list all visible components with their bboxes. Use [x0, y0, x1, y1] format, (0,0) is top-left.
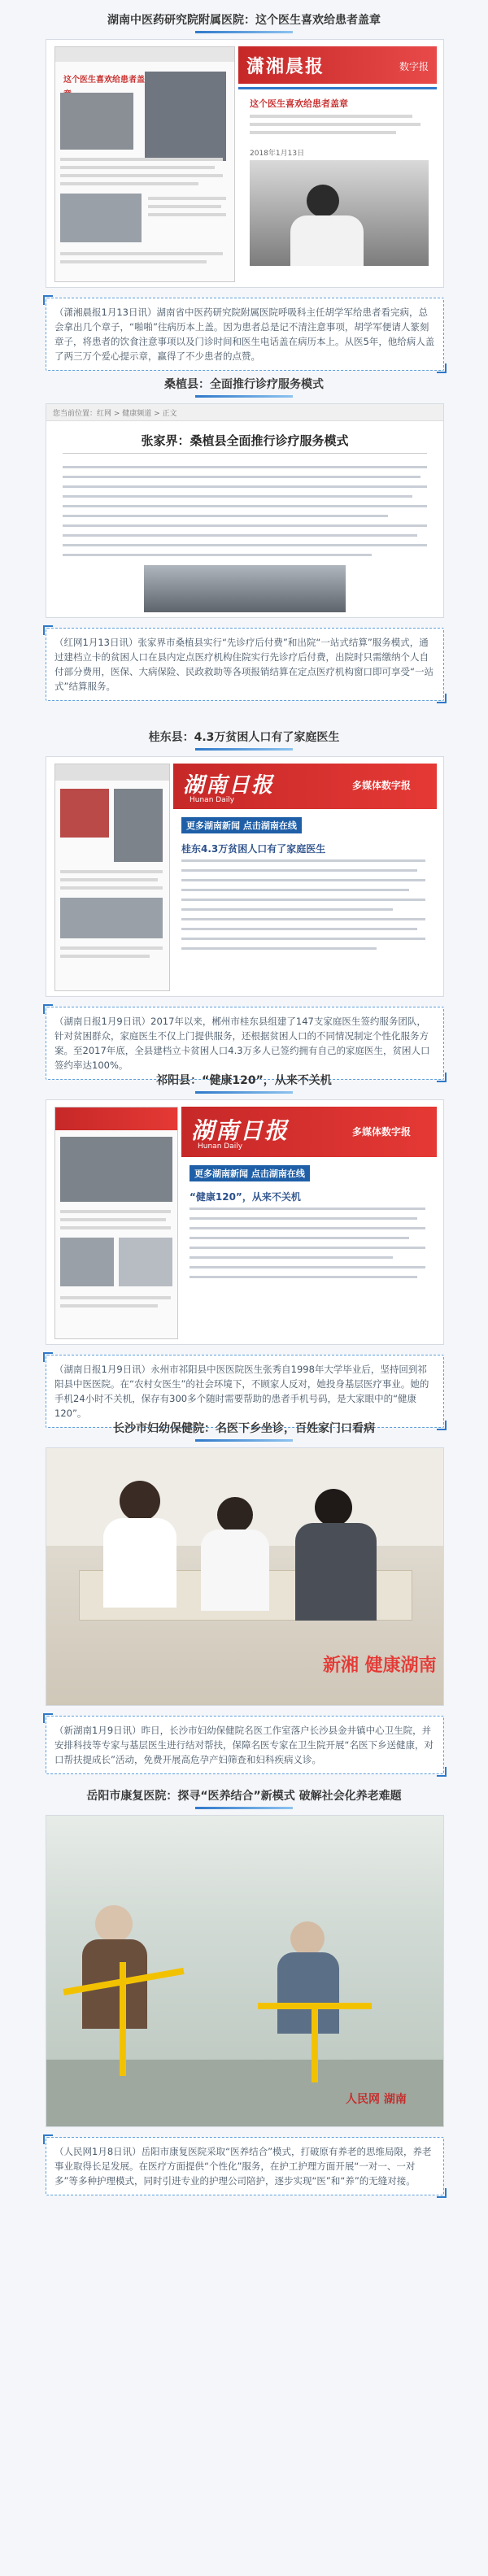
- newspaper-page: [54, 46, 235, 282]
- caption: [46, 1007, 444, 1080]
- title-underline: [195, 1091, 293, 1094]
- masthead-title: 湖南日报: [191, 1117, 290, 1144]
- text-line: [190, 1217, 417, 1220]
- masthead-en: Hunan Daily: [198, 1142, 243, 1151]
- person-coat: [290, 215, 364, 266]
- page-header-bar: [55, 1107, 177, 1130]
- divider: [63, 453, 427, 454]
- person-body: [277, 1952, 339, 2034]
- text-line: [60, 878, 158, 881]
- person-head: [120, 1481, 160, 1521]
- text-line: [60, 1304, 158, 1308]
- title-underline: [195, 1439, 293, 1442]
- doctor-coat: [103, 1518, 176, 1608]
- article-headline[interactable]: 桂东4.3万贫困人口有了家庭医生: [181, 843, 326, 855]
- masthead-title: 湖南日报: [183, 773, 275, 798]
- text-line: [63, 534, 417, 537]
- section-title-text: 桂东县：4.3万贫困人口有了家庭医生: [148, 731, 340, 744]
- watermark: [323, 1651, 437, 1677]
- person-head: [217, 1497, 253, 1533]
- text-line: [63, 466, 427, 468]
- page-photo: [60, 789, 109, 838]
- more-news-link[interactable]: 更多湖南新闻 点击湖南在线: [181, 817, 302, 833]
- text-line: [60, 252, 223, 255]
- text-line: [63, 554, 372, 556]
- newspaper-screenshot[interactable]: [46, 756, 444, 997]
- section-title-text: 湖南中医药研究院附属医院：这个医生喜欢给患者盖章: [107, 14, 381, 27]
- equipment-pole: [312, 2009, 318, 2082]
- page-photo-2: [145, 72, 226, 161]
- page-photo-3: [60, 194, 142, 242]
- text-line: [63, 485, 427, 488]
- section-title: [0, 1420, 488, 1442]
- person-head: [95, 1905, 133, 1943]
- text-line: [60, 946, 163, 950]
- doctor-coat: [201, 1530, 269, 1611]
- text-line: [181, 938, 425, 940]
- section-title-text: 岳阳市康复医院：探寻“医养结合”新模式 破解社会化养老难题: [86, 1790, 402, 1803]
- more-news-link[interactable]: 更多湖南新闻 点击湖南在线: [190, 1165, 310, 1181]
- caption-text: （湖南日报1月9日讯）永州市祁阳县中医医院医生张秀自1998年大学毕业后，坚持回到祁阳县中医医院。在“农村女医生”的社会环境下，不顾家人反对，她投身基层医疗事业。她的手机24小时不关机，保存有300多个随时需要帮助的患者手机号码，是大家眼中的“健康120”。: [54, 1364, 429, 1419]
- newspaper-screenshot[interactable]: [46, 39, 444, 288]
- text-line: [60, 1226, 171, 1229]
- page-photo: [60, 1137, 172, 1202]
- text-line: [181, 918, 425, 920]
- section-title-text: 祁阳县：“健康120”，从来不关机: [156, 1074, 332, 1087]
- article-photo: [250, 160, 429, 266]
- text-line: [181, 879, 425, 881]
- news-photo[interactable]: [46, 1815, 444, 2127]
- section-title: [0, 1787, 488, 1809]
- text-line: [63, 476, 420, 478]
- page-headline: 这个医生喜欢给患者盖: [63, 76, 145, 85]
- patient-coat: [295, 1523, 377, 1621]
- newspaper-page: [54, 764, 170, 991]
- section-title: [0, 1072, 488, 1094]
- masthead-title: 潇湘晨报: [246, 56, 325, 77]
- text-line: [190, 1208, 425, 1210]
- watermark-text: 新湘 健康湖南: [323, 1655, 437, 1676]
- title-underline: [195, 1807, 293, 1809]
- text-line: [181, 899, 425, 901]
- text-line: [60, 166, 215, 169]
- caption: [46, 298, 444, 371]
- article-headline[interactable]: 这个医生喜欢给患者盖章: [250, 98, 348, 109]
- equipment-pole: [120, 1962, 126, 2076]
- text-line: [60, 1218, 166, 1221]
- caption: [46, 2137, 444, 2195]
- text-line: [190, 1266, 425, 1268]
- masthead-en: Hunan Daily: [190, 796, 235, 804]
- person-head: [307, 185, 339, 217]
- title-underline: [195, 748, 293, 751]
- text-line: [60, 870, 163, 873]
- newspaper-page: [54, 1107, 178, 1339]
- section-title: [0, 11, 488, 33]
- text-line: [148, 197, 226, 200]
- text-line: [63, 515, 388, 517]
- text-line: [63, 524, 427, 527]
- text-line: [60, 158, 223, 161]
- text-line: [250, 123, 420, 126]
- site-nav-bar: [46, 404, 443, 421]
- title-underline: [195, 31, 293, 33]
- article-headline[interactable]: “健康120”，从来不关机: [190, 1191, 301, 1203]
- text-line: [190, 1256, 393, 1259]
- article-screenshot[interactable]: [46, 403, 444, 618]
- text-line: [181, 869, 417, 872]
- section-title: [0, 376, 488, 398]
- article-photo: [144, 565, 346, 612]
- section-title: [0, 729, 488, 751]
- text-line: [181, 908, 393, 911]
- text-line: [181, 889, 409, 891]
- page-header-bar: [55, 764, 169, 781]
- masthead-bar: [238, 46, 437, 84]
- caption: [46, 1355, 444, 1428]
- caption: [46, 1716, 444, 1774]
- text-line: [190, 1227, 425, 1229]
- text-line: [181, 947, 377, 950]
- text-line: [60, 1296, 171, 1299]
- caption-text: （潇湘晨报1月13日讯）湖南省中医药研究院附属医院呼吸科主任胡学军给患者看完病，总会拿出几个章子，“啪啪”往病历本上盖。因为患者总是记不清注意事项，胡学军便请人篆刻章子，将患者的饮食注意事项以及门诊时间和医生电话盖在病历本上。从医5年，他给病人盖了两三万个爱心提示章，赢得了不少患者的点赞。: [54, 307, 435, 362]
- page-header-bar: [55, 47, 234, 62]
- text-line: [60, 174, 223, 177]
- article-headline: 张家界：桑植县全面推行诊疗服务模式: [141, 433, 349, 448]
- page-photo-2: [114, 789, 163, 862]
- caption-text: （红网1月13日讯）张家界市桑植县实行“先诊疗后付费”和出院“一站式结算”服务模式，通过建档立卡的贫困人口在县内定点医疗机构住院实行先诊疗后付费，出院时只需缴纳个人自付部分费用，医保、大病保险、民政救助等各项报销结算在定点医疗机构窗口即可享受“一站式”结算服务。: [54, 637, 434, 692]
- text-line: [60, 886, 163, 890]
- person-head: [315, 1489, 352, 1526]
- caption-text: （人民网1月8日讯）岳阳市康复医院采取“医养结合”模式，打破原有养老的思维局限，养老事业取得长足发展。在医疗方面提供“个性化”服务，在护工护理方面开展“一对一、一对多”等多种护理模式，同时引进专业的护理公司陪护，逐步实现“医”和“养”的无缝对接。: [54, 2146, 432, 2187]
- newspaper-screenshot[interactable]: [46, 1099, 444, 1345]
- breadcrumb[interactable]: 您当前位置：红网 > 健康频道 > 正文: [53, 410, 177, 418]
- news-photo[interactable]: [46, 1447, 444, 1706]
- text-line: [60, 955, 150, 958]
- page-photo-2: [60, 1238, 114, 1286]
- text-line: [60, 182, 198, 185]
- edition-label: 多媒体数字报: [352, 1126, 412, 1138]
- caption-text: （湖南日报1月9日讯）2017年以来，郴州市桂东县组建了147支家庭医生签约服务团队，针对贫困群众，家庭医生不仅上门提供服务，还根据贫困人口的不同情况制定个性化服务方案。至2017年底，全县建档立卡贫困人口4.3万多人已签约拥有自己的家庭医生，贫困人口签约率达100%。: [54, 1016, 430, 1071]
- text-line: [63, 495, 412, 498]
- section-title-text: 桑植县：全面推行诊疗服务模式: [164, 378, 324, 391]
- text-line: [190, 1247, 425, 1249]
- text-line: [60, 260, 207, 263]
- photo-date: 2018年1月13日: [250, 150, 305, 158]
- watermark: [346, 2091, 407, 2107]
- page-photo-3: [60, 898, 163, 938]
- edition-label: 多媒体数字报: [352, 780, 412, 791]
- text-line: [190, 1237, 409, 1239]
- caption: [46, 628, 444, 701]
- title-underline: [195, 395, 293, 398]
- text-line: [60, 1210, 171, 1213]
- text-line: [250, 115, 412, 118]
- text-line: [181, 859, 425, 862]
- caption-text: （新湖南1月9日讯）昨日，长沙市妇幼保健院名医工作室落户长沙县金井镇中心卫生院，并安排科技等专家与基层医生进行结对帮扶，保障名医专家在卫生院开展“名医下乡送健康，对口帮扶提成长”活动，免费开展高危孕产妇筛查和妇科疾病义诊。: [54, 1725, 434, 1765]
- text-line: [250, 131, 396, 134]
- text-line: [181, 928, 417, 930]
- equipment-bar: [258, 2003, 372, 2009]
- watermark-text: 人民网 湖南: [346, 2093, 407, 2106]
- person-head: [290, 1921, 325, 1956]
- page-photo-3: [119, 1238, 172, 1286]
- text-line: [148, 205, 221, 208]
- text-line: [148, 213, 226, 216]
- divider: [238, 87, 437, 89]
- text-line: [63, 544, 427, 546]
- text-line: [63, 505, 427, 507]
- section-title-text: 长沙市妇幼保健院：名医下乡坐诊，百姓家门口看病: [113, 1422, 375, 1435]
- edition-label: 数字报: [399, 61, 429, 72]
- text-line: [190, 1276, 417, 1278]
- page-photo: [60, 93, 133, 150]
